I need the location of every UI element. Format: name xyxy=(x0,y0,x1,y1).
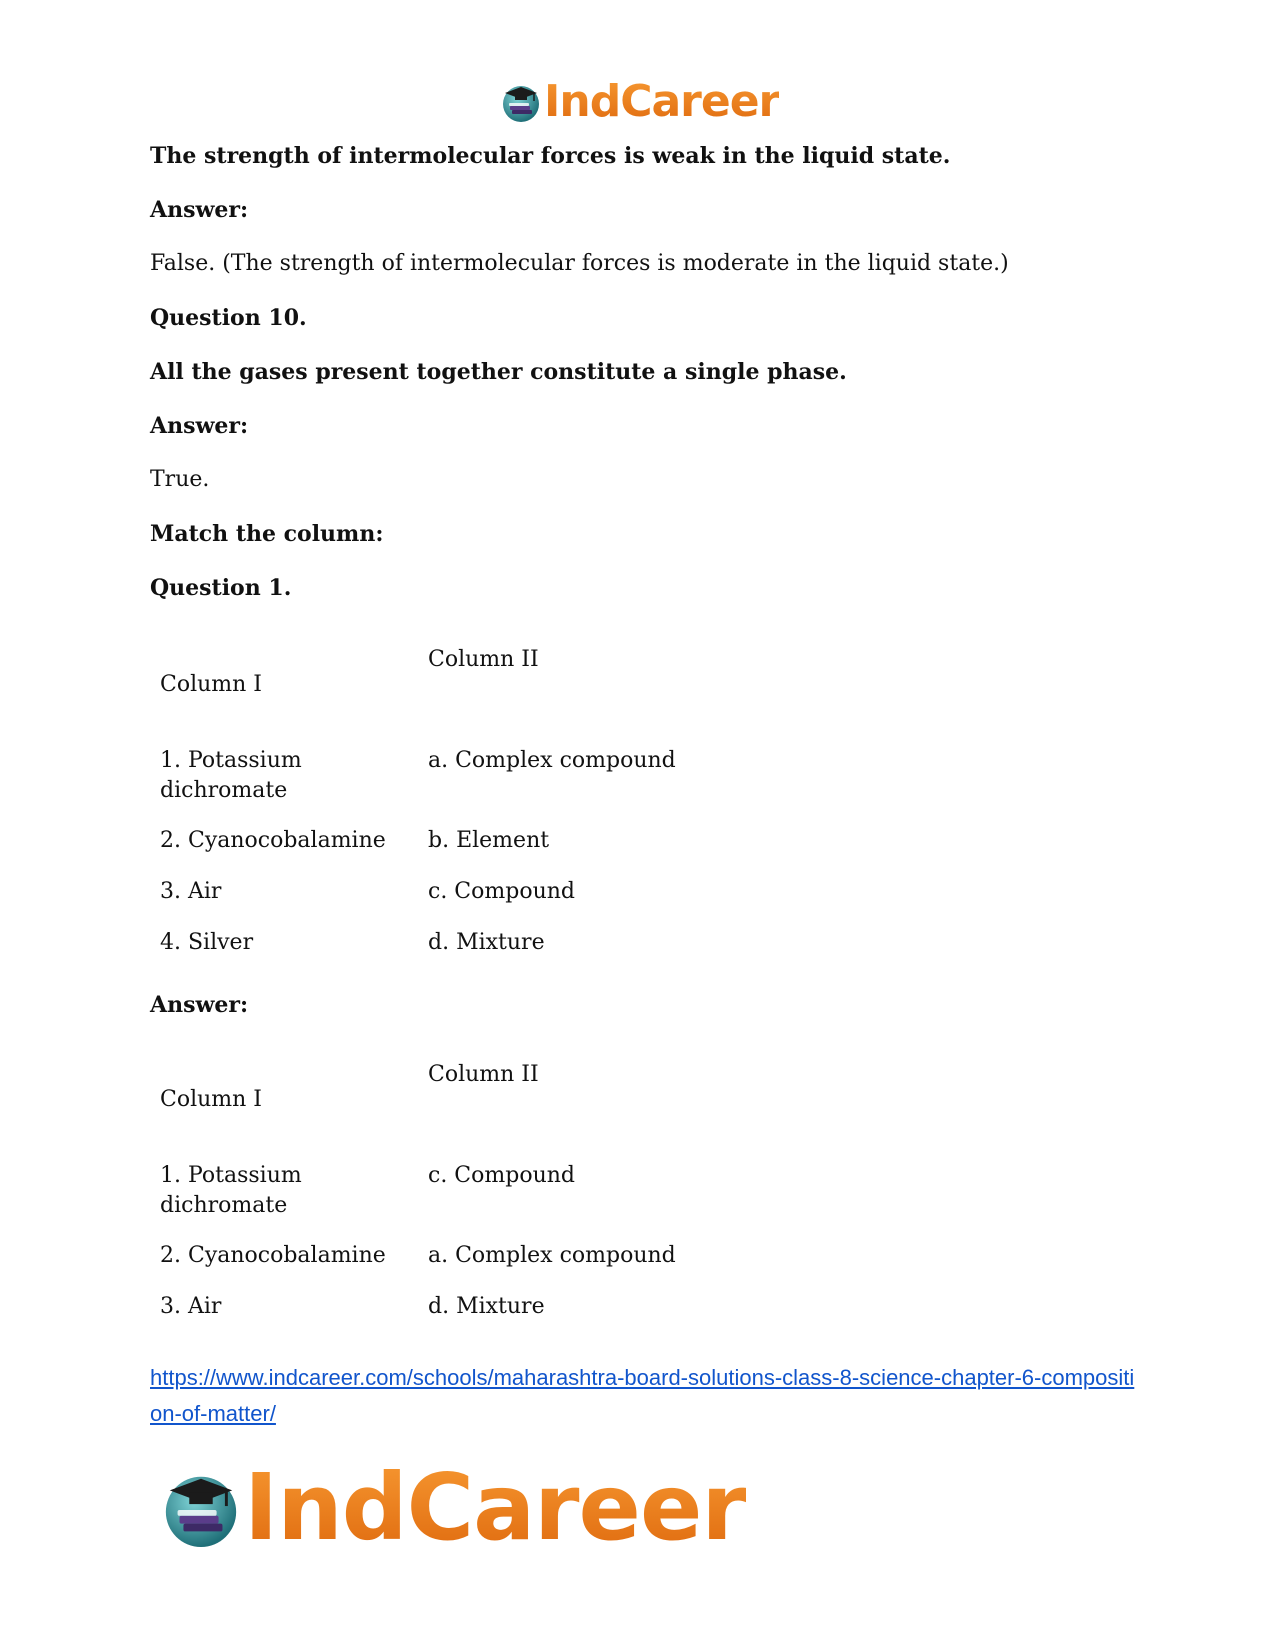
table-cell: 2. Cyanocobalamine xyxy=(160,828,386,853)
table-cell: d. Mixture xyxy=(428,930,545,955)
table-cell: c. Compound xyxy=(428,879,575,904)
section-heading: Match the column: xyxy=(150,521,384,547)
header-logo xyxy=(500,76,780,127)
table-cell: b. Element xyxy=(428,828,550,853)
answer-text: False. (The strength of intermolecular forces is moderate in the liquid state.) xyxy=(150,251,1009,276)
globe-graduation-cap-icon xyxy=(500,81,542,123)
table-header-column-2: Column II xyxy=(428,647,539,672)
answer-label: Answer: xyxy=(150,413,249,439)
table-cell: 3. Air xyxy=(160,1294,222,1319)
source-url-link[interactable]: https://www.indcareer.com/schools/maharashtra-board-solutions-class-8-science-chapter-6-composition-of-matter/ xyxy=(150,1365,1135,1426)
table-cell: d. Mixture xyxy=(428,1294,545,1319)
footer-logo xyxy=(160,1454,746,1561)
table-cell: 3. Air xyxy=(160,879,222,904)
answer-text: True. xyxy=(150,467,210,492)
statement-9: The strength of intermolecular forces is weak in the liquid state. xyxy=(150,143,951,169)
table-cell: a. Complex compound xyxy=(428,1243,676,1268)
brand-wordmark: IndCareer xyxy=(544,76,780,127)
table-cell: a. Complex compound xyxy=(428,748,676,773)
question-1-label: Question 1. xyxy=(150,575,292,601)
brand-wordmark: IndCareer xyxy=(244,1454,746,1561)
table-cell: 1. Potassium dichromate xyxy=(160,1163,302,1218)
globe-graduation-cap-icon xyxy=(160,1467,242,1549)
answer-label: Answer: xyxy=(150,992,249,1018)
table-cell: 1. Potassium dichromate xyxy=(160,748,302,803)
answer-label: Answer: xyxy=(150,197,249,223)
statement-10: All the gases present together constitute a single phase. xyxy=(150,359,847,385)
table-header-column-2: Column II xyxy=(428,1062,539,1087)
table-cell: 2. Cyanocobalamine xyxy=(160,1243,386,1268)
table-header-column-1: Column I xyxy=(160,1087,262,1112)
table-cell: c. Compound xyxy=(428,1163,575,1188)
table-cell: 4. Silver xyxy=(160,930,254,955)
question-10-label: Question 10. xyxy=(150,305,307,331)
table-header-column-1: Column I xyxy=(160,672,262,697)
